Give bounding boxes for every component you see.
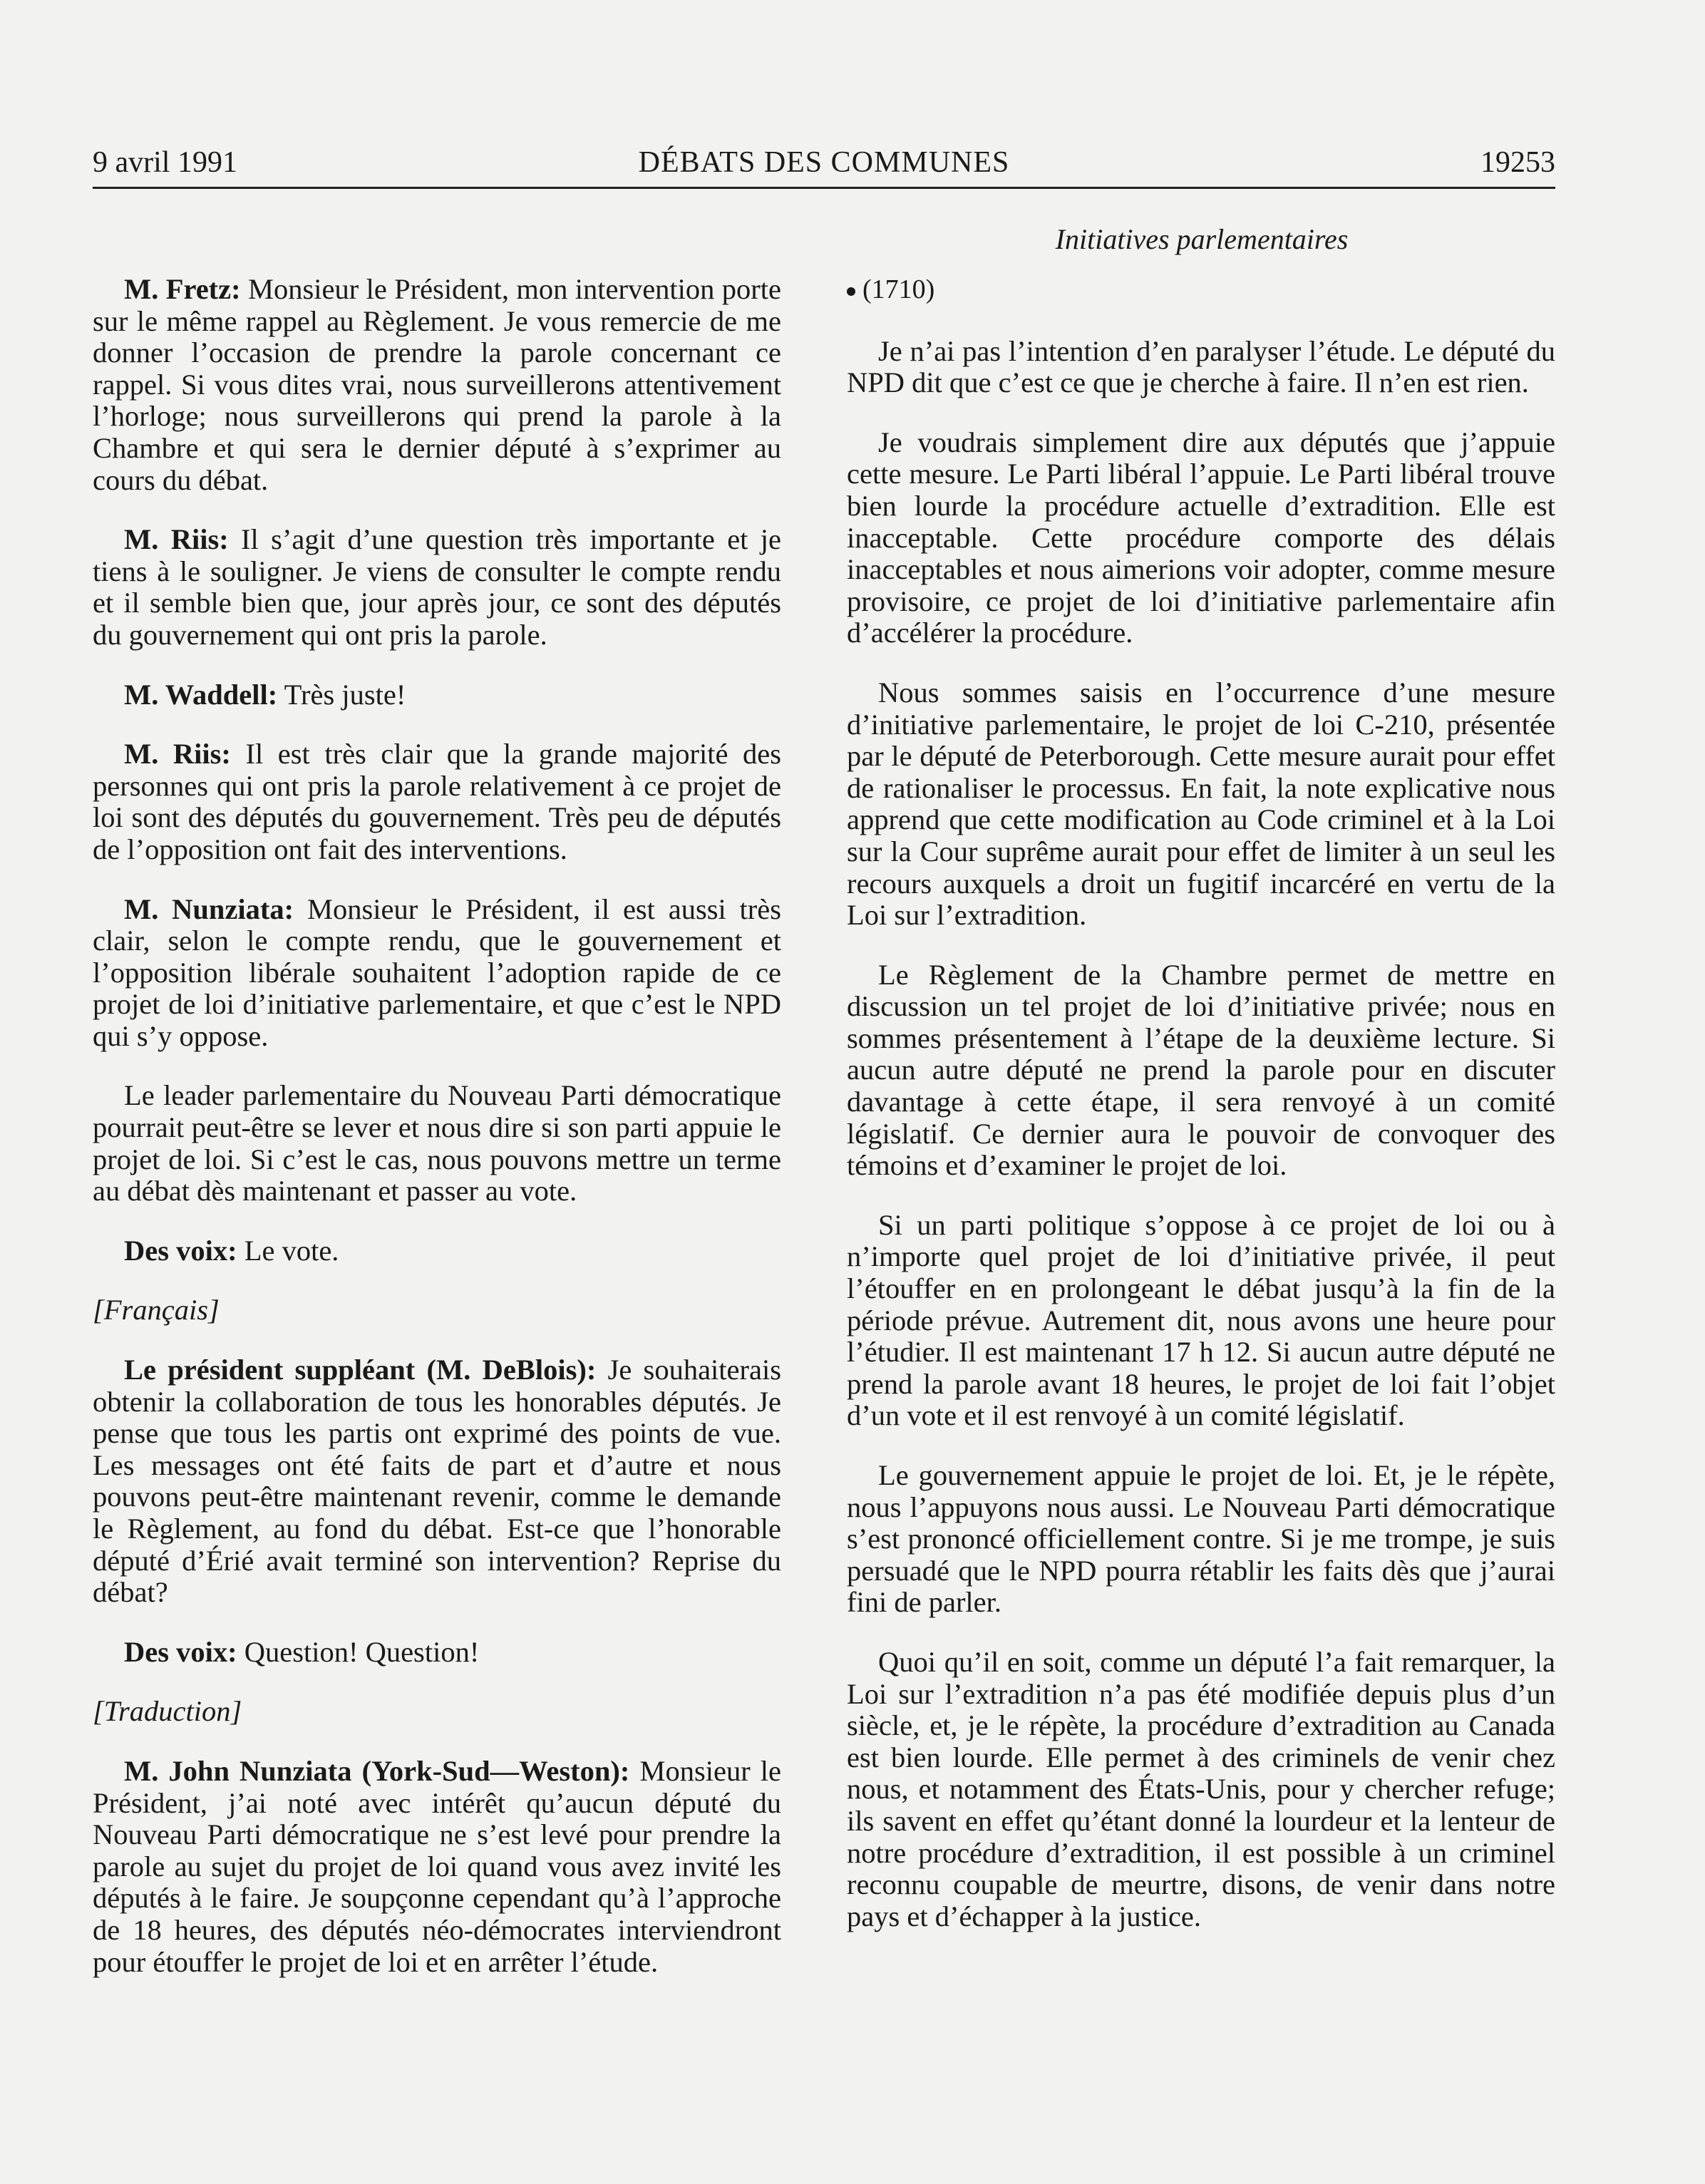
speech-text: Le vote. bbox=[237, 1234, 339, 1267]
page-header bbox=[93, 145, 1555, 188]
paragraph-riis-1 bbox=[93, 524, 781, 651]
paragraph: Le Règlement de la Chambre permet de mettre en discussion un tel projet de loi d’initiative privée; nous en sommes présentement à l’étape de la deuxième lecture. Si aucun autre député ne prend la parole pour en discuter davantage à cette étape, il sera renvoyé à un comité législatif. Ce dernier aura le pouvoir de convoquer des témoins et d’examiner le projet de loi. bbox=[847, 958, 1555, 1182]
paragraph-des-voix-1 bbox=[93, 1235, 781, 1267]
speaker-name: M. Riis: bbox=[124, 523, 229, 556]
right-column bbox=[847, 274, 1555, 1960]
paragraph-john-nunziata bbox=[93, 1756, 781, 1978]
paragraph: Quoi qu’il en soit, comme un député l’a fait remarquer, la Loi sur l’extradition n’a pas été modifiée depuis plus d’un siècle, et, je le répète, la procédure d’extradition au Canada est bien lourde. Elle permet à des criminels de venir chez nous, et notamment des États-Unis, pour y chercher refuge; ils savent en effet qu’étant donné la lourdeur et la lenteur de notre procédure d’extradition, il est possible à un criminel reconnu coupable de meurtre, disons, de venir dans notre pays et d’échapper à la justice. bbox=[847, 1645, 1555, 1932]
speech-text: Monsieur le Président, il est aussi très clair, selon le compte rendu, que le gouvernement et l’opposition libérale souhaitent l’adoption rapide de ce projet de loi d’initiative parlementaire, et que c’est le NPD qui s’y oppose. bbox=[93, 892, 781, 1052]
speech-text: Il s’agit d’une question très importante et je tiens à le souligner. Je viens de consulter le compte rendu et il semble bien que, jour après jour, ce sont des députés du gouvernement qui ont pris la parole. bbox=[93, 523, 781, 651]
speech-text: Monsieur le Président, mon intervention porte sur le même rappel au Règlement. Je vous remercie de me donner l’occasion de prendre la parole concernant ce rappel. Si vous dites vrai, nous surveillerons attentivement l’horloge; nous surveillerons qui prend la parole à la Chambre et qui sera le dernier député à s’exprimer au cours du débat. bbox=[93, 273, 782, 496]
paragraph: Je voudrais simplement dire aux députés que j’appuie cette mesure. Le Parti libéral l’appuie. Le Parti libéral trouve bien lourde la procédure actuelle d’extradition. Elle est inacceptable. Cette procédure comporte des délais inacceptables et nous aimerions voir adopter, comme mesure provisoire, ce projet de loi d’initiative parlementaire afin d’accélérer la procédure. bbox=[847, 426, 1555, 649]
speaker-name: M. Riis: bbox=[124, 738, 231, 771]
speech-text: Il est très clair que la grande majorité des personnes qui ont pris la parole relativement à ce projet de loi sont des députés du gouvernement. Très peu de députés de l’opposition ont fait des interventions. bbox=[93, 738, 781, 865]
left-column bbox=[93, 274, 781, 2006]
speaker-name: M. Nunziata: bbox=[124, 892, 294, 925]
speaker-name: Des voix: bbox=[124, 1234, 237, 1267]
speaker-name: Des voix: bbox=[124, 1635, 237, 1668]
paragraph: Le gouvernement appuie le projet de loi. Et, je le répète, nous l’appuyons nous aussi. Le Nouveau Parti démocratique s’est prononcé officiellement contre. Si je me trompe, je suis persuadé que le NPD pourra rétablir les faits dès que j’aurai fini de parler. bbox=[847, 1459, 1555, 1619]
language-tag-traduction: [Traduction] bbox=[93, 1695, 242, 1728]
speech-text: Je souhaiterais obtenir la collaboration de tous les honorables députés. Je pense que tous les partis ont exprimé des points de vue. Les messages ont été faits de part et d’autre et nous pouvons peut-être maintenant revenir, comme le demande le Règlement, au fond du débat. Est-ce que l’honorable député d’Érié avait terminé son intervention? Reprise du débat? bbox=[93, 1354, 782, 1609]
speaker-name: Le président suppléant (M. DeBlois): bbox=[124, 1354, 597, 1386]
time-mark bbox=[847, 274, 1555, 306]
paragraph-president bbox=[93, 1354, 781, 1609]
speaker-name: M. Fretz: bbox=[124, 273, 241, 305]
speech-text: Question! Question! bbox=[237, 1635, 480, 1668]
paragraph-riis-2 bbox=[93, 738, 781, 865]
speech-text: Le leader parlementaire du Nouveau Parti démocratique pourrait peut-être se lever et nous dire si son parti appuie le projet de loi. Si c’est le cas, nous pouvons mettre un terme au débat dès maintenant et passer au vote. bbox=[93, 1079, 781, 1207]
header-date: 9 avril 1991 bbox=[93, 146, 237, 179]
paragraph: Si un parti politique s’oppose à ce projet de loi ou à n’importe quel projet de loi d’initiative privée, il peut l’étouffer en en prolongeant le débat jusqu’à la fin de la période prévue. Autrement dit, nous avons une heure pour l’étudier. Il est maintenant 17 h 12. Si aucun autre député ne prend la parole avant 18 heures, le projet de loi fait l’objet d’un vote et il est renvoyé à un comité législatif. bbox=[847, 1208, 1555, 1432]
header-rule bbox=[93, 187, 1555, 189]
bullet-icon bbox=[847, 287, 855, 296]
header-publication: DÉBATS DES COMMUNES bbox=[638, 146, 1010, 179]
paragraph-waddell bbox=[93, 679, 781, 711]
header-page-number: 19253 bbox=[1480, 146, 1555, 179]
paragraph-des-voix-2 bbox=[93, 1637, 781, 1669]
time-mark-text: (1710) bbox=[862, 274, 935, 304]
paragraph-fretz bbox=[93, 274, 781, 496]
paragraph-nunziata-1 bbox=[93, 894, 781, 1053]
paragraph-nunziata-2 bbox=[93, 1080, 781, 1207]
speech-text: Très juste! bbox=[277, 678, 406, 711]
speaker-name: M. John Nunziata (York-Sud—Weston): bbox=[124, 1754, 630, 1787]
section-title: Initiatives parlementaires bbox=[1055, 223, 1349, 255]
speaker-name: M. Waddell: bbox=[124, 678, 278, 711]
paragraph: Je n’ai pas l’intention d’en paralyser l’étude. Le député du NPD dit que c’est ce que je cherche à faire. Il n’en est rien. bbox=[847, 334, 1555, 399]
language-tag-francais: [Français] bbox=[93, 1294, 220, 1327]
paragraph: Nous sommes saisis en l’occurrence d’une mesure d’initiative parlementaire, le projet de loi C-210, présentée par le député de Peterborough. Cette mesure aurait pour effet de rationaliser le processus. En fait, la note explicative nous apprend que cette modification au Code criminel et à la Loi sur la Cour suprême aurait pour effet de limiter à un seul les recours auxquels a droit un fugitif incarcéré en vertu de la Loi sur l’extradition. bbox=[847, 676, 1555, 932]
speech-text: Monsieur le Président, j’ai noté avec intérêt qu’aucun député du Nouveau Parti démocratique ne s’est levé pour prendre la parole au sujet du projet de loi quand vous avez invité les députés à le faire. Je soupçonne cependant qu’à l’approche de 18 heures, des députés néo-démocrates interviendront pour étouffer le projet de loi et en arrêter l’étude. bbox=[93, 1754, 782, 1978]
